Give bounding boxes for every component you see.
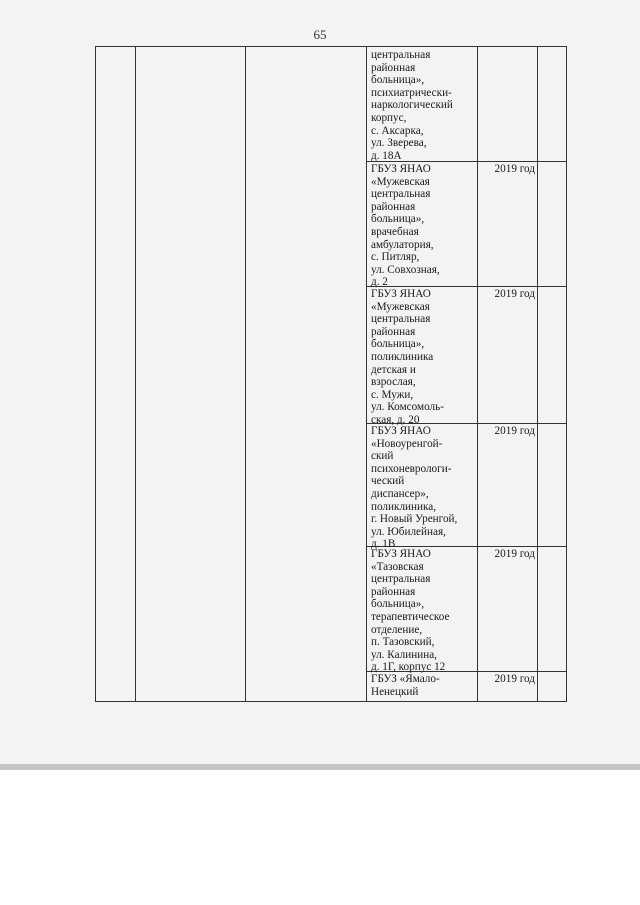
table <box>95 46 567 702</box>
facility-cell: ГБУЗ ЯНАО «Мужевская центральная районная больница», врачебная амбулатория, с. Питляр, ул. Совхозная, д. 2 <box>371 163 440 289</box>
facility-cell: ГБУЗ ЯНАО «Тазовская центральная районная больница», терапевтическое отделение, п. Тазовский, ул. Калинина, д. 1Г, корпус 12 <box>371 548 450 674</box>
facility-cell: центральная районная больница», психиатрически- наркологический корпус, с. Аксарка, ул. Зверева, д. 18А <box>371 49 453 162</box>
page-number: 65 <box>313 27 327 42</box>
column-divider <box>135 47 136 701</box>
year-cell: 2019 год <box>494 163 535 175</box>
facility-cell: ГБУЗ ЯНАО «Мужевская центральная районная больница», поликлиника детская и взрослая, с. Мужи, ул. Комсомоль- ская, д. 20 <box>371 288 444 426</box>
column-divider <box>245 47 246 701</box>
column-divider <box>537 47 538 701</box>
year-cell: 2019 год <box>494 288 535 300</box>
facility-cell: ГБУЗ «Ямало- Ненецкий <box>371 673 440 698</box>
year-cell: 2019 год <box>494 548 535 560</box>
year-cell: 2019 год <box>494 425 535 437</box>
year-cell: 2019 год <box>494 673 535 685</box>
column-divider <box>366 47 367 701</box>
column-divider <box>95 47 96 701</box>
facility-cell: ГБУЗ ЯНАО «Новоуренгой- ский психоневрологи- ческий диспансер», поликлиника, г. Новый Уренгой, ул. Юбилейная, д. 1В <box>371 425 458 551</box>
column-divider <box>566 47 567 701</box>
